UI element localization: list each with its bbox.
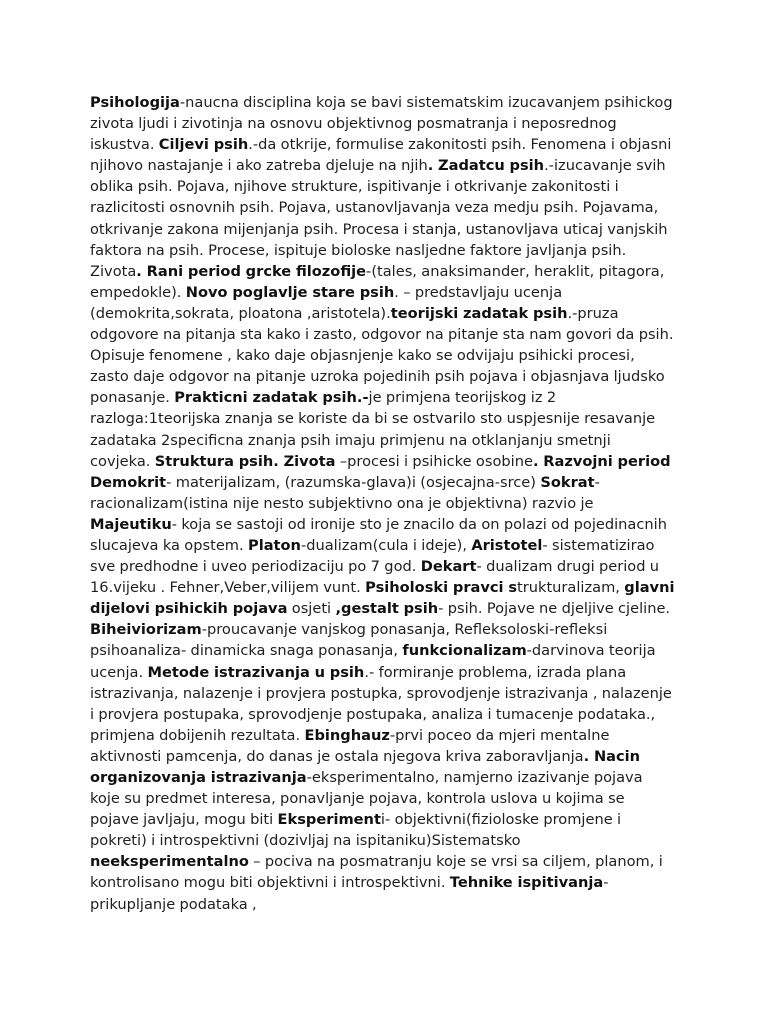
body-text: -prvi poceo da mjeri mentalne aktivnosti pamcenja, do danas je ostala njegova kriva zaboravljanja [90, 726, 610, 765]
body-text: osjeti [287, 600, 336, 618]
bold-term: Aristotel [471, 536, 543, 554]
body-text: .-da otkrije, formulise zakonitosti psih. Fenomena i objasni njihovo nastajanje i ako zatreba djeluje na njih [90, 136, 672, 175]
bold-term: . Rani period grcke filozofije [136, 262, 367, 280]
bold-term: Psihologija [90, 94, 180, 111]
body-text: -naucna disciplina koja se bavi sistematskim izucavanjem psihickog zivota ljudi i zivotinja na osnovu objektivnog posmatranja i neposrednog iskustva. [90, 94, 673, 154]
body-text: -dualizam(cula i ideje), [300, 536, 472, 554]
bold-term: Dekart [420, 558, 477, 576]
body-text: - prikupljanje podataka , [90, 874, 609, 913]
body-text: .- formiranje problema, izrada plana istrazivanja, nalazenje i provjera postupka, sprovodjenje istrazivanja , nalazenje i provjera postupaka, sprovodjenje postupaka, analiza i tumacenje podataka., primjena dobijenih rezultata. [90, 663, 672, 744]
bold-term: Ciljevi psih [158, 136, 249, 154]
bold-term: Novo poglavlje stare psih [185, 283, 395, 301]
body-text: -(tales, anaksimander, heraklit, pitagora, empedokle). [90, 262, 665, 301]
body-text: -eksperimentalno, namjerno izazivanje pojava koje su predmet interesa, ponavljanje pojava, kontrola uslova u kojima se pojave javljaju, mogu biti [90, 769, 643, 829]
body-text: .-izucavanje svih oblika psih. Pojava, njihove strukture, ispitivanje i otkrivanje zakonitosti i razlicitosti osnovnih psih. Pojava, ustanovljavanja veza medju psih. Pojavama, otkrivanje zakona mijenjanja psih. Procesa i stanja, ustanovljava uticaj vanjskih faktora na psih. Procese, ispituje bioloske nasljedne faktore javljanja psih. Zivota [90, 157, 668, 280]
body-text: .-pruza odgovore na pitanja sta kako i zasto, odgovor na pitanje sta nam govori da psih. Opisuje fenomene , kako daje objasnjenje kako se odvijaju psihicki procesi, zasto daje odgovor na pitanje uzroka pojedinih psih pojava i objasnjava ljudsko ponasanje. [90, 304, 674, 407]
bold-term: Tehnike ispitivanja [449, 874, 604, 892]
bold-term: Sokrat [540, 473, 595, 491]
body-text: trukturalizam, [517, 579, 625, 597]
bold-term: Struktura psih. Zivota [154, 452, 336, 470]
bold-term: . Razvojni period Demokrit [90, 452, 671, 491]
body-text: - materijalizam, (razumska-glava)i (osjecajna-srce) [166, 473, 541, 491]
body-text: - koja se sastoji od ironije sto je znacilo da on polazi od pojedinacnih slucajeva ka opstem. [90, 515, 667, 554]
bold-term: Psiholoski pravci s [365, 579, 518, 597]
body-text: -darvinova teorija ucenja. [90, 642, 656, 681]
body-text: – pociva na posmatranju koje se vrsi sa ciljem, planom, i kontrolisano mogu biti objektivni i introspektivni. [90, 853, 663, 892]
bold-term: . Nacin organizovanja istrazivanja [90, 747, 641, 786]
body-text: -proucavanje vanjskog ponasanja, Refleksoloski-refleksi psihoanaliza- dinamicka snaga ponasanja, [90, 621, 608, 660]
document-page [90, 92, 675, 915]
body-text: je primjena teorijskog iz 2 razloga:1teorijska znanja se koriste da bi se ostvarilo sto uspjesnije resavanje zadataka 2specificna znanja psih imaju primjenu na otklanjanju smetnji covjeka. [90, 389, 656, 470]
body-text: –procesi i psihicke osobine [335, 452, 533, 470]
bold-term: funkcionalizam [402, 642, 527, 660]
bold-term: Metode istrazivanja u psih [147, 663, 365, 681]
body-text: i- objektivni(fizioloske promjene i pokreti) i introspektivni (dozivljaj na ispitaniku)Sistematsko [90, 811, 622, 850]
bold-term: Eksperiment [277, 811, 381, 829]
bold-term: glavni dijelovi psihickih pojava [90, 579, 675, 618]
bold-term: . Zadatcu psih [427, 157, 545, 175]
bold-term: Majeutiku [90, 515, 172, 533]
bold-term: Prakticni zadatak psih.- [174, 389, 369, 407]
body-text: - dualizam drugi period u 16.vijeku . Fehner,Veber,vilijem vunt. [90, 558, 660, 597]
bold-term: ,gestalt psih [335, 600, 439, 618]
bold-term: Biheiviorizam [90, 621, 202, 639]
bold-term: Platon [248, 536, 301, 554]
body-text: - psih. Pojave ne djeljive cjeline. [438, 600, 671, 618]
bold-term: teorijski zadatak psih [390, 304, 568, 322]
bold-term: Ebinghauz [304, 726, 390, 744]
body-text: . – predstavljaju ucenja (demokrita,sokrata, ploatona ,aristotela). [90, 283, 563, 322]
body-paragraph [90, 92, 675, 915]
bold-term: neeksperimentalno [90, 853, 249, 871]
body-text: - sistematizirao sve predhodne i uveo periodizaciju po 7 god. [90, 536, 655, 576]
body-text: -racionalizam(istina nije nesto subjektivno ona je objektivna) razvio je [90, 473, 600, 512]
